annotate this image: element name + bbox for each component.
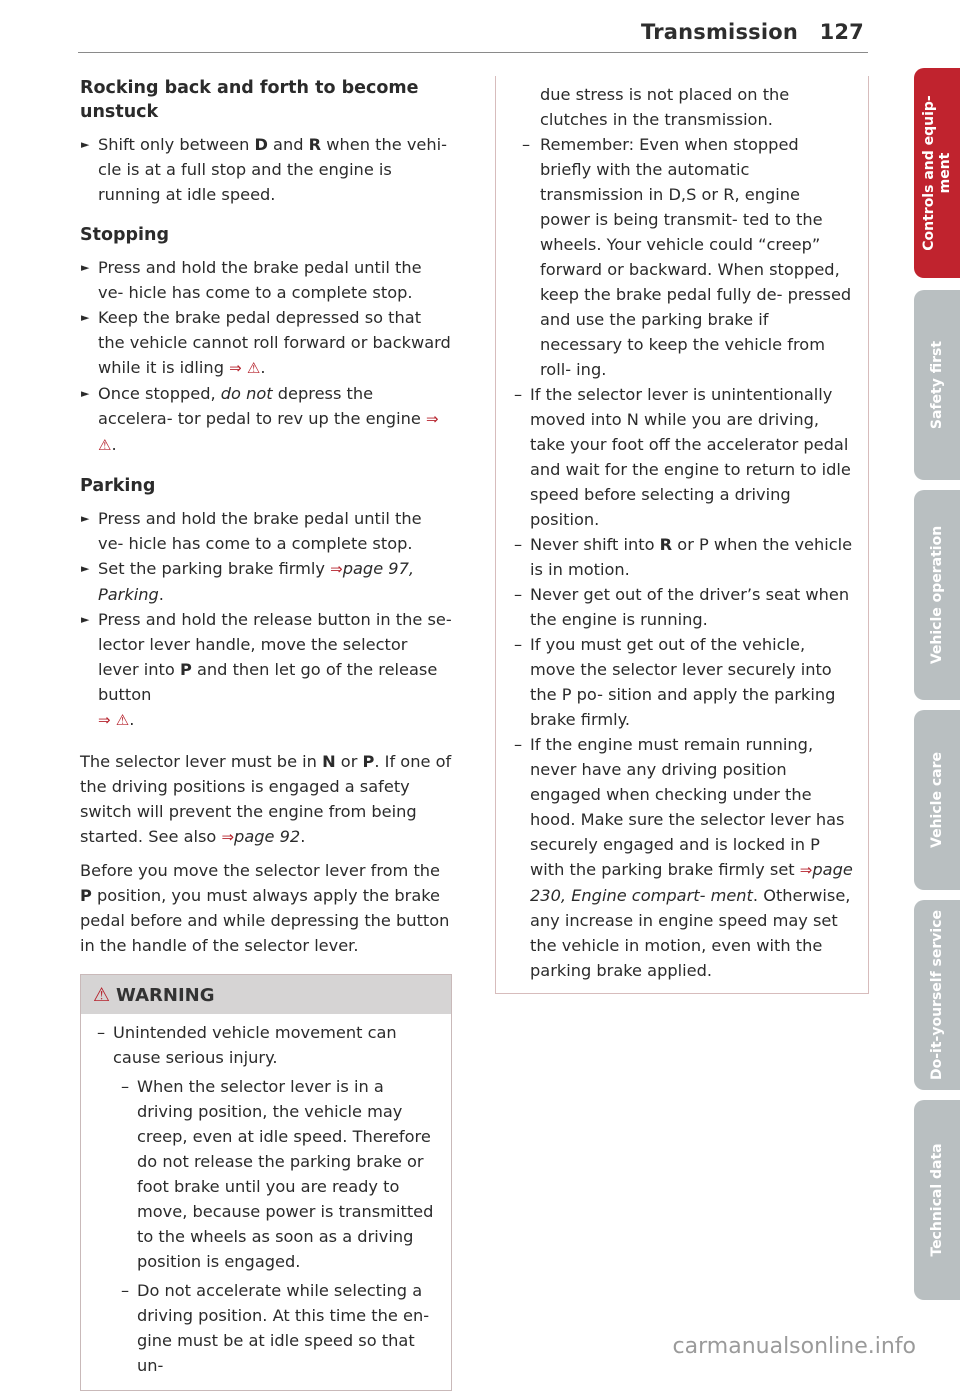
arrow-ref-icon[interactable]: ⇒ [229,359,242,377]
warning-triangle-icon: ⚠ [93,984,111,1006]
page-number: 127 [819,20,864,44]
arrow-ref-icon[interactable]: ⇒ [425,410,439,428]
list-item: ► Once stopped, do not depress the accelera- tor pedal to rev up the engine ⇒ ⚠. [80,381,452,458]
list-item: ► Press and hold the brake pedal until the ve- hicle has come to a complete stop. [80,255,452,305]
bullet-triangle-icon: ► [81,387,90,400]
list-item: ► Keep the brake pedal depressed so that the vehicle cannot roll forward or backward while it is idling ⇒ ⚠. [80,305,452,381]
warning-item: – Unintended vehicle movement can cause serious injury. [97,1023,397,1067]
warning-subitem: – Remember: Even when stopped briefly with the automatic transmission in D,S or R, engine power is being transmit- ted to the wheels. Your vehicle could “creep” forward or backward. When stopped, keep the brake pedal fully de- pressed and use the parking brake if necessary to keep the vehicle from roll- ing. [522,135,852,379]
bullet-triangle-icon: ► [81,138,90,151]
warning-body [81,1014,451,1390]
running-head [641,20,864,44]
tab-safety[interactable]: Safety first [914,290,960,480]
page-link[interactable]: page 97, Parking [98,559,415,604]
warning-triangle-icon[interactable]: ⚠ [98,436,112,454]
arrow-ref-icon: ⇒ [330,560,343,578]
warning-item: – Never shift into R or P when the vehicle is in motion. [514,535,853,579]
warning-item: – If the selector lever is unintentionally moved into N while you are driving, take your foot off the accelerator pedal and wait for the engine to return to idle speed before selecting a driving position. [514,385,851,529]
warning-subitem: – Do not accelerate while selecting a driving position. At this time the en- gine must be at idle speed so that un- [121,1281,430,1375]
page-link[interactable]: page 230, Engine compart- ment [530,860,853,905]
warning-header [81,975,451,1014]
heading-stopping: Stopping [80,225,170,245]
right-column [495,76,869,994]
warning-continuation [495,76,869,994]
header-rule [78,52,868,53]
tab-controls[interactable]: Controls and equip- ment [914,68,960,278]
selector-paragraph: The selector lever must be in N or P. If one of the driving positions is engaged a safety switch will prevent the engine from being started. See also ⇒page 92. [80,752,452,846]
list-item: ► Set the parking brake firmly ⇒page 97, Parking. [80,556,452,607]
page-link[interactable]: page 92 [234,827,301,846]
bullet-triangle-icon: ► [81,613,90,626]
heading-parking: Parking [80,476,156,496]
bullet-triangle-icon: ► [81,311,90,324]
section-title: Transmission [640,20,799,44]
warning-subitem: – When the selector lever is in a driving position, the vehicle may creep, even at idle speed. Therefore do not release the parking brake or foot brake until you are ready to move, because power is transmitted to the wheels as soon as a driving position is engaged. [121,1077,434,1271]
arrow-ref-icon: ⇒ [221,828,235,846]
rocking-steps [80,132,452,207]
warning-triangle-icon[interactable]: ⚠ [246,359,261,377]
brake-paragraph: Before you move the selector lever from the P position, you must always apply the brake pedal before and while depressing the button in the handle of the selector lever. [80,861,450,955]
heading-rocking: Rocking back and forth to become unstuck [80,78,419,122]
warning-box [80,974,452,1391]
arrow-ref-icon: ⇒ [799,861,813,879]
list-item: ► Press and hold the brake pedal until the ve- hicle has come to a complete stop. [80,506,452,556]
left-column [80,76,452,1391]
warning-title: WARNING [116,985,215,1006]
tab-technical-data[interactable]: Technical data [914,1100,960,1300]
arrow-ref-icon[interactable]: ⇒ [98,711,111,729]
warning-item: – Never get out of the driver’s seat when the engine is running. [514,585,850,629]
parking-steps [80,506,452,733]
list-item: ► Shift only between D and R when the vehi- cle is at a full stop and the engine is running at idle speed. [80,132,452,207]
warning-item: – If you must get out of the vehicle, move the selector lever securely into the P po- sition and apply the parking brake firmly. [514,635,836,729]
bullet-triangle-icon: ► [81,512,90,525]
bullet-triangle-icon: ► [81,261,90,274]
warning-item: – If the engine must remain running, never have any driving position engaged when checking under the hood. Make sure the selector lever has securely engaged and is locked in P with the parking brake firmly set ⇒page 230, Engine compart- ment. Otherwise, any increase in engine speed may set the vehicle in motion, even with the parking brake applied. [514,735,853,980]
warning-triangle-icon[interactable]: ⚠ [115,711,130,729]
stopping-steps [80,255,452,458]
watermark: carmanualsonline.info [672,1334,916,1359]
continued-text: due stress is not placed on the clutches in the transmission. [540,85,790,129]
tab-diy-service[interactable]: Do-it-yourself service [914,900,960,1090]
bullet-triangle-icon: ► [81,562,90,575]
tab-vehicle-operation[interactable]: Vehicle operation [914,490,960,700]
list-item: ► Press and hold the release button in the se- lector lever handle, move the selector lever into P and then let go of the release button ⇒ ⚠. [80,607,452,733]
tab-vehicle-care[interactable]: Vehicle care [914,710,960,890]
